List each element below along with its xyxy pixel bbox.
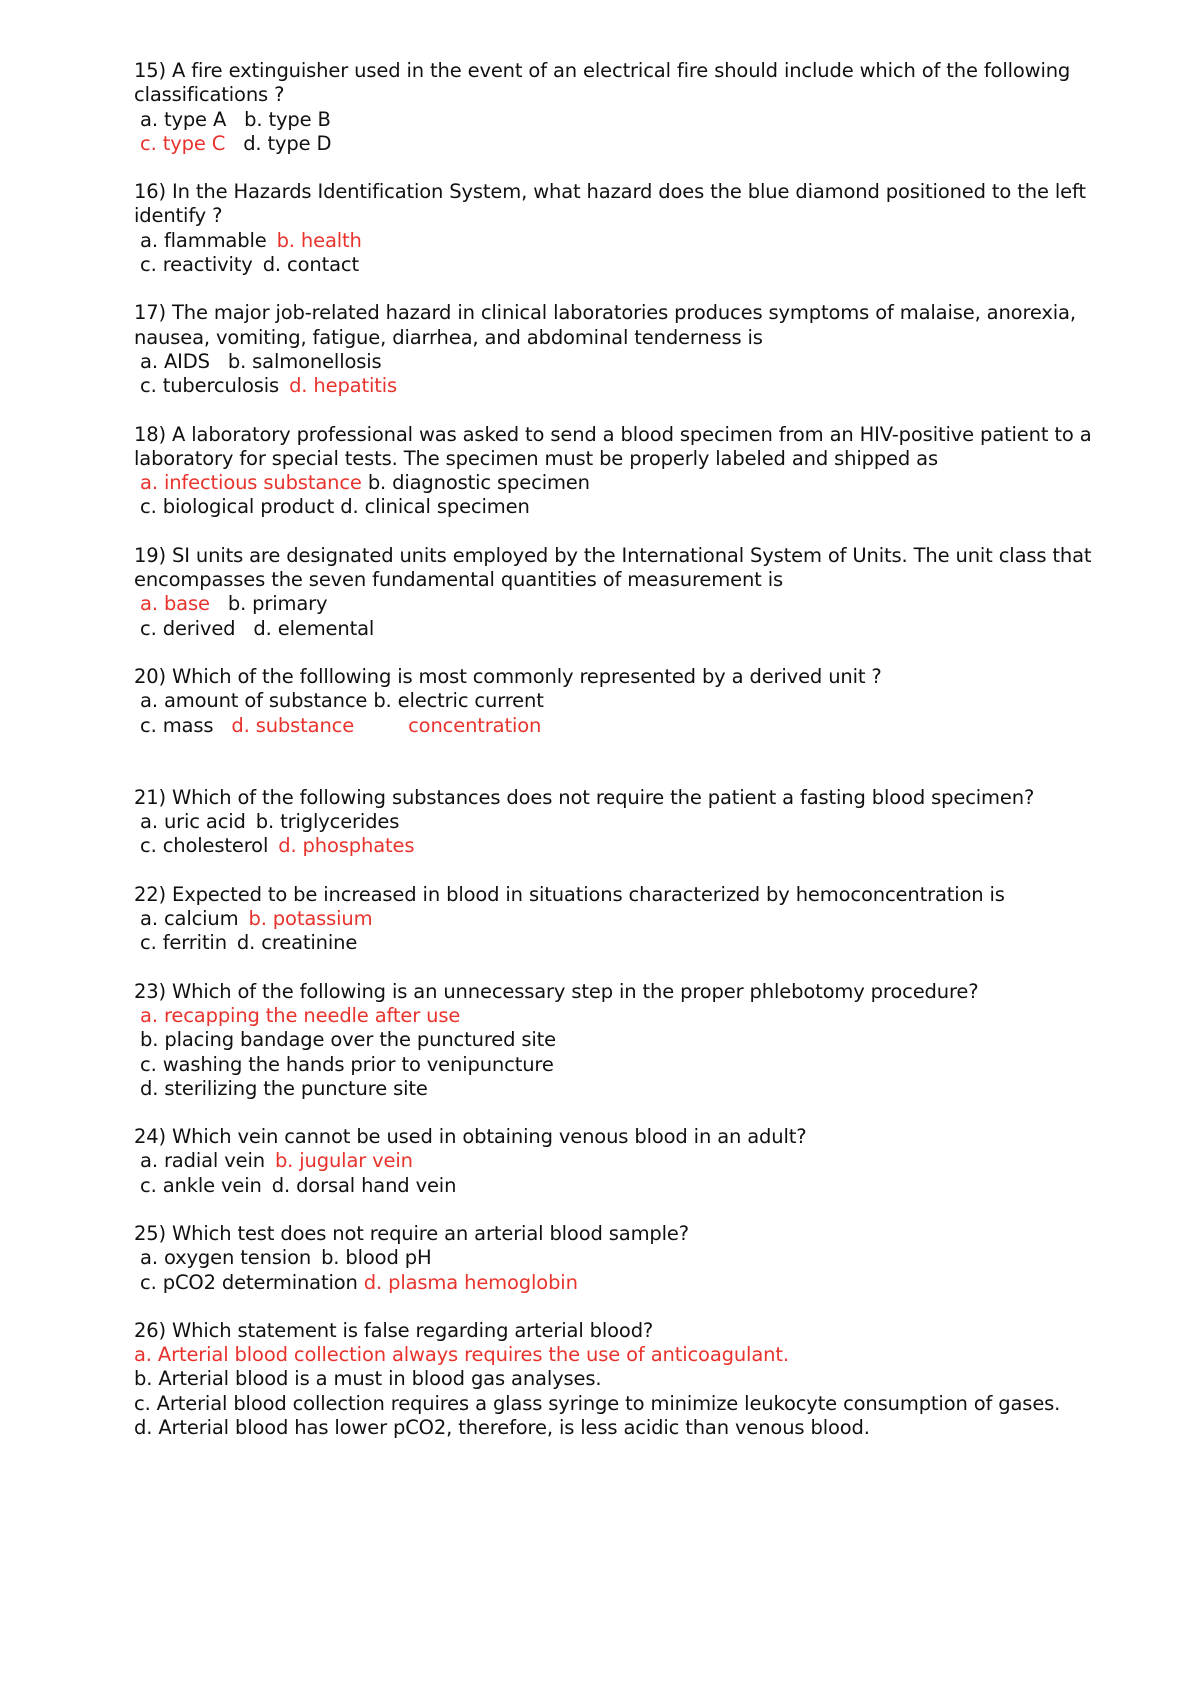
option-c: c. reactivity	[134, 253, 253, 277]
question-stem: 18) A laboratory professional was asked to send a blood specimen from an HIV-positive patient to a laboratory for special tests. The specimen must be properly labeled and shipped as	[134, 422, 1092, 470]
option-d: d. creatinine	[236, 931, 358, 955]
option-c: c. ankle vein	[134, 1173, 262, 1197]
option-a: a. flammable	[134, 228, 267, 252]
question-stem: 17) The major job-related hazard in clinical laboratories produces symptoms of malaise, anorexia, nausea, vomiting, fatigue, diarrhea, and abdominal tenderness is	[134, 301, 1076, 349]
option-b-answer: b. potassium	[248, 907, 373, 931]
options-row	[134, 229, 1094, 253]
options-row	[134, 592, 1094, 616]
option-a: a. type A	[134, 107, 227, 131]
option-c: c. derived	[134, 616, 236, 640]
question-stem: 23) Which of the following is an unnecessary step in the proper phlebotomy procedure?	[134, 979, 979, 1003]
option-d-answer: d. plasma hemoglobin	[363, 1270, 578, 1294]
question-17	[134, 301, 1094, 398]
option-d: d. dorsal hand vein	[271, 1173, 457, 1197]
option-d-answer: d. substance	[231, 713, 355, 737]
option-a-answer: a. infectious substance	[134, 471, 362, 495]
option-b-answer: b. health	[276, 228, 362, 252]
option-a-answer: a. Arterial blood collection always requires the use of anticoagulant.	[134, 1343, 789, 1367]
question-21	[134, 786, 1094, 859]
options-row	[134, 689, 1094, 713]
options-row	[134, 1077, 1094, 1101]
question-22	[134, 883, 1094, 956]
option-d: d. Arterial blood has lower pCO2, therefore, is less acidic than venous blood.	[134, 1416, 870, 1440]
option-a-answer: a. recapping the needle after use	[134, 1003, 461, 1027]
option-d: d. clinical specimen	[340, 495, 530, 519]
option-c: c. biological product	[134, 495, 335, 519]
option-b: b. placing bandage over the punctured site	[134, 1028, 557, 1052]
option-c: c. mass	[134, 713, 214, 737]
options-row	[134, 931, 1094, 955]
question-stem: 20) Which of the folllowing is most commonly represented by a derived unit ?	[134, 664, 882, 688]
options-row	[134, 471, 1094, 495]
option-b-answer: b. jugular vein	[274, 1149, 413, 1173]
options-row	[134, 1174, 1094, 1198]
question-stem: 25) Which test does not require an arterial blood sample?	[134, 1221, 689, 1245]
option-a-answer: a. base	[134, 592, 210, 616]
option-b: b. primary	[227, 592, 328, 616]
question-18	[134, 423, 1094, 520]
options-row	[134, 810, 1094, 834]
question-23	[134, 980, 1094, 1101]
option-d-answer: d. hepatitis	[289, 374, 398, 398]
options-row	[134, 907, 1094, 931]
option-b: b. type B	[244, 107, 331, 131]
options-row	[134, 834, 1094, 858]
option-a: a. radial vein	[134, 1149, 265, 1173]
question-stem: 15) A fire extinguisher used in the event of an electrical fire should include which of the following classifications ?	[134, 59, 1071, 107]
option-a: a. amount of substance	[134, 689, 368, 713]
option-d: d. elemental	[253, 616, 375, 640]
question-stem: 16) In the Hazards Identification System, what hazard does the blue diamond positioned to the left identify ?	[134, 180, 1086, 228]
option-d-answer-continued: concentration	[408, 713, 542, 737]
option-d: d. type D	[243, 131, 332, 155]
question-stem: 19) SI units are designated units employed by the International System of Units. The unit class that encompasses the seven fundamental quantities of measurement is	[134, 543, 1092, 592]
option-b: b. salmonellosis	[227, 349, 382, 373]
options-row	[134, 1271, 1094, 1295]
options-row	[134, 1053, 1094, 1077]
options-row	[134, 714, 1094, 738]
quiz-page	[134, 59, 1094, 1464]
option-a: a. calcium	[134, 907, 239, 931]
option-b: b. diagnostic specimen	[367, 471, 590, 495]
options-row	[134, 132, 1094, 156]
question-16	[134, 180, 1094, 277]
option-a: a. uric acid	[134, 810, 246, 834]
options-row	[134, 253, 1094, 277]
question-25	[134, 1222, 1094, 1295]
options-row	[134, 1028, 1094, 1052]
option-d-answer: d. phosphates	[278, 834, 415, 858]
option-c: c. Arterial blood collection requires a glass syringe to minimize leukocyte consumption of gases.	[134, 1391, 1061, 1415]
question-20	[134, 665, 1094, 738]
options-row	[134, 1004, 1094, 1028]
option-c: c. pCO2 determination	[134, 1270, 358, 1294]
option-a: a. AIDS	[134, 349, 210, 373]
options-row	[134, 350, 1094, 374]
option-c: c. ferritin	[134, 931, 227, 955]
option-b: b. triglycerides	[255, 810, 400, 834]
options-row	[134, 108, 1094, 132]
option-c: c. cholesterol	[134, 834, 269, 858]
question-stem: 22) Expected to be increased in blood in situations characterized by hemoconcentration is	[134, 882, 1005, 906]
options-row	[134, 1246, 1094, 1270]
question-stem: 24) Which vein cannot be used in obtaining venous blood in an adult?	[134, 1125, 807, 1149]
option-b: b. blood pH	[321, 1246, 432, 1270]
question-19	[134, 544, 1094, 641]
option-a: a. oxygen tension	[134, 1246, 312, 1270]
question-26	[134, 1319, 1094, 1440]
question-stem: 21) Which of the following substances does not require the patient a fasting blood specimen?	[134, 785, 1035, 809]
options-row	[134, 374, 1094, 398]
question-stem: 26) Which statement is false regarding arterial blood?	[134, 1318, 654, 1342]
options-row	[134, 495, 1094, 519]
option-c-answer: c. type C	[134, 131, 226, 155]
option-c: c. tuberculosis	[134, 374, 280, 398]
question-24	[134, 1125, 1094, 1198]
options-row	[134, 617, 1094, 641]
option-b: b. electric current	[373, 689, 544, 713]
option-d: d. sterilizing the puncture site	[134, 1076, 428, 1100]
option-c: c. washing the hands prior to venipuncture	[134, 1052, 554, 1076]
option-d: d. contact	[262, 253, 359, 277]
options-row	[134, 1149, 1094, 1173]
option-b: b. Arterial blood is a must in blood gas analyses.	[134, 1367, 602, 1391]
question-15	[134, 59, 1094, 156]
